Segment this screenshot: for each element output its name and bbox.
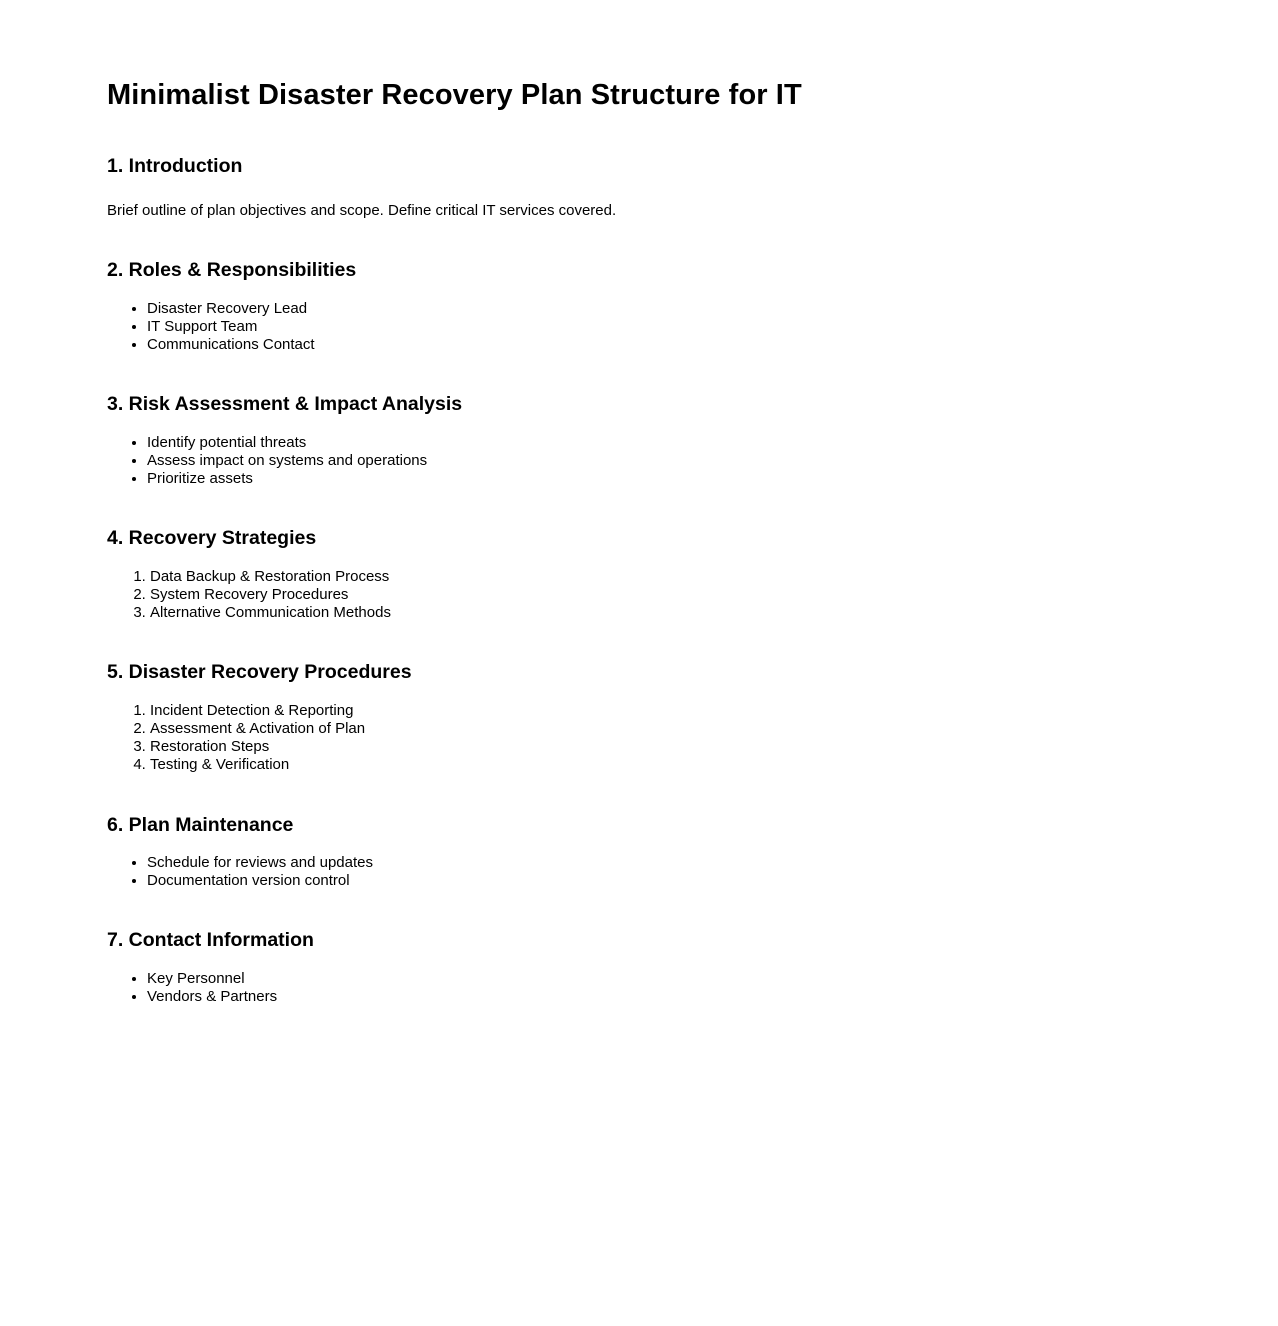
bullet-list-risk-assessment xyxy=(107,434,1171,489)
section-heading-recovery-strategies: 4. Recovery Strategies xyxy=(107,527,317,550)
bullet-list-roles-responsibilities xyxy=(107,300,1171,355)
spacer xyxy=(107,837,1171,854)
list-item: 3. Restoration Steps xyxy=(150,738,1171,756)
section-heading-introduction: 1. Introduction xyxy=(107,154,243,177)
section-introduction xyxy=(107,154,1171,221)
spacer xyxy=(107,417,1171,434)
section-contact-information xyxy=(107,928,1171,1006)
spacer xyxy=(107,953,1171,970)
list-item: • Vendors & Partners xyxy=(147,988,1171,1006)
list-item: 1. Incident Detection & Reporting xyxy=(150,702,1171,720)
section-heading-risk-assessment: 3. Risk Assessment & Impact Analysis xyxy=(107,393,463,416)
list-item: 4. Testing & Verification xyxy=(150,756,1171,774)
spacer xyxy=(107,551,1171,568)
spacer xyxy=(107,354,1171,392)
list-item: • Documentation version control xyxy=(147,872,1171,890)
page-title: Minimalist Disaster Recovery Plan Structure for IT xyxy=(107,79,802,111)
list-item: 2. System Recovery Procedures xyxy=(150,586,1171,604)
spacer xyxy=(107,178,1171,202)
list-item: • Key Personnel xyxy=(147,970,1171,988)
spacer xyxy=(107,890,1171,928)
section-heading-disaster-recovery-procedures: 5. Disaster Recovery Procedures xyxy=(107,661,412,684)
spacer xyxy=(107,220,1171,258)
page-bottom-whitespace xyxy=(107,1006,1171,1326)
section-heading-plan-maintenance: 6. Plan Maintenance xyxy=(107,813,294,836)
section-roles-responsibilities xyxy=(107,258,1171,354)
section-plan-maintenance xyxy=(107,813,1171,891)
section-risk-assessment xyxy=(107,392,1171,488)
bullet-list-contact-information xyxy=(107,970,1171,1006)
section-heading-roles-responsibilities: 2. Roles & Responsibilities xyxy=(107,259,357,282)
spacer xyxy=(107,775,1171,813)
spacer xyxy=(107,685,1171,702)
list-item: 1. Data Backup & Restoration Process xyxy=(150,568,1171,586)
spacer xyxy=(107,488,1171,526)
section-recovery-strategies xyxy=(107,526,1171,622)
list-item: • Communications Contact xyxy=(147,336,1171,354)
numbered-list-recovery-strategies xyxy=(107,568,1171,623)
list-item: 3. Alternative Communication Methods xyxy=(150,604,1171,622)
section-paragraph-introduction: Brief outline of plan objectives and scope. Define critical IT services covered. xyxy=(107,202,617,220)
spacer xyxy=(107,622,1171,660)
list-item: 2. Assessment & Activation of Plan xyxy=(150,720,1171,738)
section-heading-contact-information: 7. Contact Information xyxy=(107,929,314,952)
list-item: • Assess impact on systems and operations xyxy=(147,452,1171,470)
list-item: • Schedule for reviews and updates xyxy=(147,854,1171,872)
section-disaster-recovery-procedures xyxy=(107,660,1171,774)
list-item: • Identify potential threats xyxy=(147,434,1171,452)
numbered-list-disaster-recovery-procedures xyxy=(107,702,1171,775)
spacer xyxy=(107,283,1171,300)
bullet-list-plan-maintenance xyxy=(107,854,1171,890)
list-item: • Disaster Recovery Lead xyxy=(147,300,1171,318)
spacer xyxy=(107,113,1171,154)
list-item: • IT Support Team xyxy=(147,318,1171,336)
list-item: • Prioritize assets xyxy=(147,470,1171,488)
